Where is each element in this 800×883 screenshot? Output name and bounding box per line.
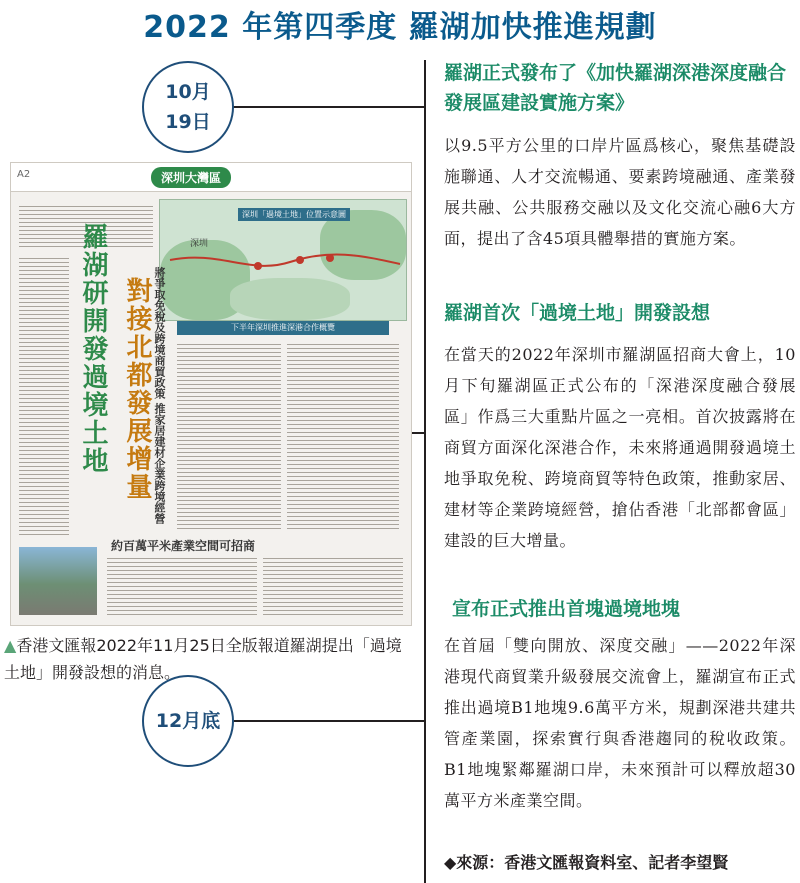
newspaper-photo <box>19 547 97 615</box>
newspaper-page-image <box>10 162 412 626</box>
newspaper-bottom-headline: 約百萬平米產業空間可招商 <box>111 539 256 553</box>
event-heading: 羅湖正式發布了《加快羅湖深港深度融合發展區建設實施方案》 <box>444 62 787 114</box>
source-credit: ◆來源：香港文匯報資料室、記者李望賢 <box>444 853 729 872</box>
newspaper-headline-1: 羅湖研開發過境土地 <box>78 223 108 475</box>
newspaper-top-bar <box>11 163 411 192</box>
newspaper-map <box>159 199 407 321</box>
page-title: 2022 年第四季度 羅湖加快推進規劃 <box>143 10 657 45</box>
event-body: 在當天的2022年深圳市羅湖區招商大會上，10月下旬羅湖區正式公布的「深港深度融合發展區」作爲三大重點片區之一亮相。首次披露將在商貿方面深化深港合作，未來將通過開發過境土地爭取免稅、跨境商貿等特色政策，推動家居、建材等企業跨境經營，搶佔香港「北部都會區」建設的巨大增量。 <box>444 345 796 550</box>
image-caption <box>4 632 404 686</box>
map-label: 深圳「過境土地」位置示意圖 <box>238 208 350 221</box>
triangle-icon: ▲ <box>4 636 17 655</box>
date-node-oct-19 <box>142 61 234 153</box>
caption-text: 香港文匯報2022年11月25日全版報道羅湖提出「過境土地」開發設想的消息。 <box>4 636 402 682</box>
newspaper-masthead: 深圳大灣區 <box>151 167 231 188</box>
date-label: 10月 19日 <box>165 81 211 133</box>
event-heading: 宣布正式推出首塊過境地塊 <box>452 598 681 620</box>
newspaper-headline-2: 對接北都發展增量 <box>122 277 152 501</box>
newspaper-subheading: 下半年深圳推進深港合作概覽 <box>177 321 389 335</box>
node-connector <box>410 432 425 434</box>
date-node-dec-end <box>142 675 234 767</box>
node-connector <box>230 106 425 108</box>
event-body: 以9.5平方公里的口岸片區爲核心，聚焦基礎設施聯通、人才交流暢通、要素跨境融通、產業發展共融、公共服務交融以及文化交流心融6大方面，提出了含45項具體舉措的實施方案。 <box>444 136 796 248</box>
map-city-label: 深圳 <box>190 239 209 249</box>
event-body: 在首屆「雙向開放、深度交融」——2022年深港現代商貿業升級發展交流會上，羅湖宣布正式推出過境B1地塊9.6萬平方米，規劃深港共建共管產業園，探索實行與香港趨同的稅收政策。B1地塊緊鄰羅湖口岸，未來預計可以釋放超30萬平方米產業空間。 <box>444 636 796 810</box>
newspaper-page-number: A2 <box>17 169 31 180</box>
node-connector <box>230 720 425 722</box>
date-label: 12月底 <box>155 710 221 732</box>
timeline-line <box>424 60 426 883</box>
event-heading: 羅湖首次「過境土地」開發設想 <box>444 302 711 324</box>
newspaper-deck: 將爭取免稅及跨境商貿政策 推家居建材企業跨境經營 <box>153 267 166 524</box>
